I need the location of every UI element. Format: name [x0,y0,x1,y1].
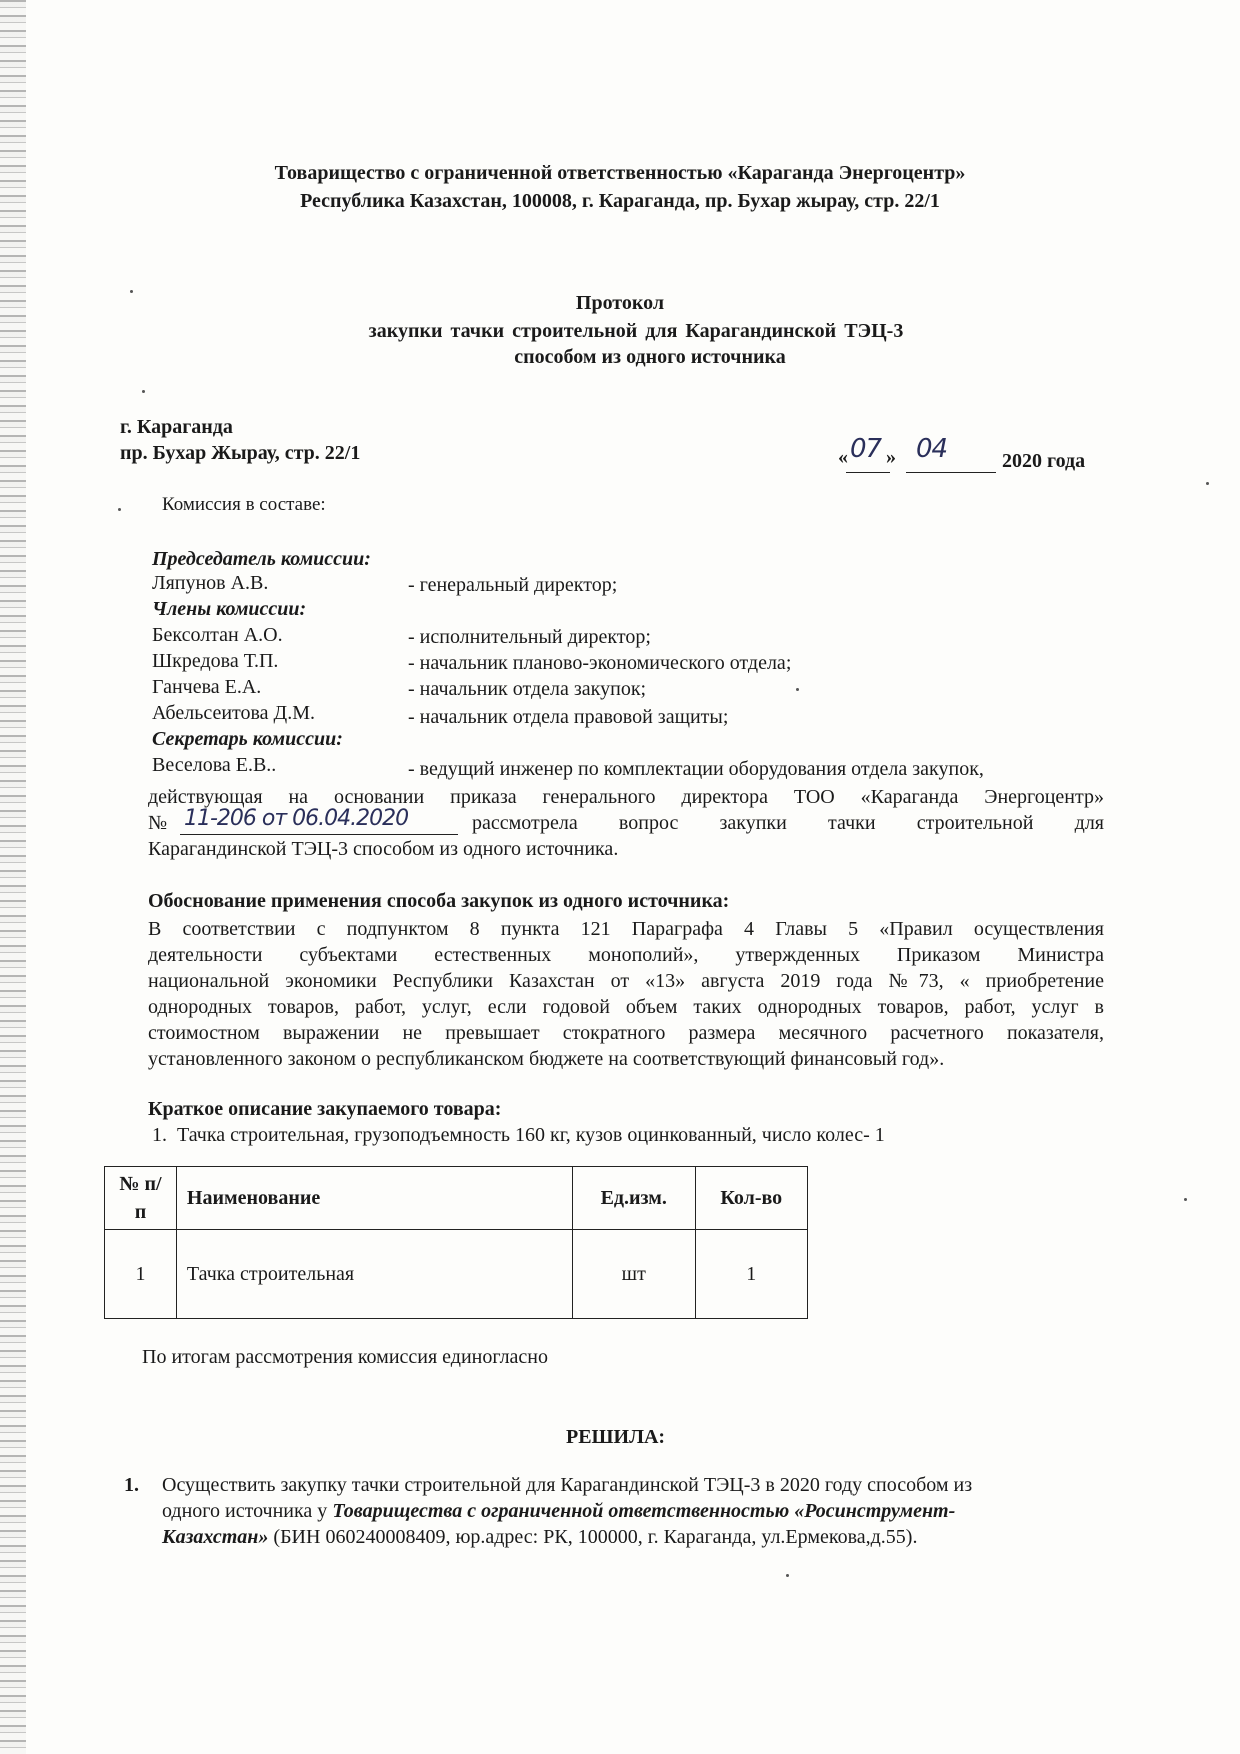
org-name: Товарищество с ограниченной ответственностью «Караганда Энергоцентр» [274,162,966,184]
doc-subtitle-method: способом из одного источника [514,346,786,368]
secretary-heading: Секретарь комиссии: [152,728,343,750]
member-name: Абельсеитова Д.М. [152,702,315,724]
commission-intro: Комиссия в составе: [162,494,326,515]
date-close-quote: » [886,446,896,468]
row-name: Тачка строительная [176,1230,572,1319]
row-unit: шт [572,1230,695,1319]
decision-line-2 [162,1500,955,1523]
member-name: Шкредова Т.П. [152,650,279,672]
scan-edge-noise [0,0,26,1754]
date-open-quote: « [838,446,848,468]
goods-heading: Краткое описание закупаемого товара: [148,1098,502,1120]
decision-line-3-rest: (БИН 060240008409, юр.адрес: РК, 100000, г. Караганда, ул.Ермекова,д.55). [273,1526,918,1548]
justification-heading: Обоснование применения способа закупок из одного источника: [148,890,730,912]
member-role: - исполнительный директор; [408,626,651,648]
basis-line-3: Карагандинской ТЭЦ-3 способом из одного источника. [148,838,619,860]
member-name: Ганчева Е.А. [152,676,262,698]
scan-speck [1184,1198,1187,1201]
place-street: пр. Бухар Жырау, стр. 22/1 [120,442,361,464]
scan-speck [142,390,145,393]
date-year: 2020 года [1002,450,1086,472]
supplier-name-part-1: Товарищества с ограниченной ответственностью «Росинструмент- [332,1500,956,1522]
goods-item-1: 1. Тачка строительная, грузоподъемность 160 кг, кузов оцинкованный, число колес- 1 [152,1124,885,1146]
chair-heading: Председатель комиссии: [152,548,371,570]
header-qty: Кол-во [695,1167,807,1230]
conclusion-text: По итогам рассмотрения комиссия единогласно [142,1346,549,1368]
header-unit: Ед.изм. [572,1167,695,1230]
chair-role: - генеральный директор; [408,574,618,596]
basis-line-2: рассмотрела вопрос закупки тачки строительной для [472,812,1104,834]
member-name: Бексолтан А.О. [152,624,283,646]
justification-line: стоимостном выражении не превышает стократного размера месячного расчетного показателя, [148,1022,1104,1044]
decision-line-1: Осуществить закупку тачки строительной для Карагандинской ТЭЦ-3 в 2020 году способом из [162,1474,973,1496]
decision-item-number: 1. [124,1474,139,1496]
place-city: г. Караганда [120,416,233,438]
justification-line: однородных товаров, работ, услуг, если годовой объем таких однородных товаров, работ, услуг в [148,996,1104,1018]
chair-name: Ляпунов А.В. [152,572,269,594]
date-day-underline [846,472,890,473]
table-header-row [105,1167,808,1230]
decision-line-3 [162,1526,917,1549]
scan-speck [786,1574,789,1577]
date-month-underline [906,472,996,473]
member-role: - начальник планово-экономического отдела; [408,652,792,674]
scan-speck [796,688,799,691]
doc-title: Протокол [575,292,665,314]
row-num: 1 [105,1230,177,1319]
doc-subtitle: закупки тачки строительной для Карагандинской ТЭЦ-3 [368,320,904,342]
date-day-handwritten: 07 [850,434,882,464]
goods-table [104,1166,808,1319]
secretary-role: - ведущий инженер по комплектации оборудования отдела закупок, [408,758,984,780]
scan-speck [130,290,133,293]
order-number-handwritten: 11-206 от 06.04.2020 [184,806,409,831]
supplier-name-part-2: Казахстан» [162,1526,269,1548]
scan-speck [118,508,121,511]
secretary-name: Веселова Е.В.. [152,754,277,776]
members-heading: Члены комиссии: [152,598,307,620]
scan-speck [1206,482,1209,485]
header-name: Наименование [176,1167,572,1230]
row-qty: 1 [695,1230,807,1319]
decision-heading: РЕШИЛА: [566,1426,666,1448]
basis-line-1: действующая на основании приказа генерального директора ТОО «Караганда Энергоцентр» [148,786,1104,808]
justification-line: национальной экономики Республики Казахстан от «13» августа 2019 года №73, « приобретение [148,970,1104,992]
header-num: № п/п [105,1167,177,1230]
justification-line: В соответствии с подпунктом 8 пункта 121 Параграфа 4 Главы 5 «Правил осуществления [148,918,1104,940]
date-month-handwritten: 04 [916,434,948,464]
basis-number-sign: № [148,812,168,834]
table-row [105,1230,808,1319]
decision-line-2-start: одного источника у [162,1500,328,1522]
justification-line-last: установленного законом о республиканском бюджете на соответствующий финансовый год». [148,1048,945,1070]
justification-line: деятельности субъектами естественных монополий», утвержденных Приказом Министра [148,944,1104,966]
member-role: - начальник отдела закупок; [408,678,647,700]
org-address: Республика Казахстан, 100008, г. Караганда, пр. Бухар жырау, стр. 22/1 [300,190,940,212]
member-role: - начальник отдела правовой защиты; [408,706,729,728]
order-number-underline [180,834,458,835]
